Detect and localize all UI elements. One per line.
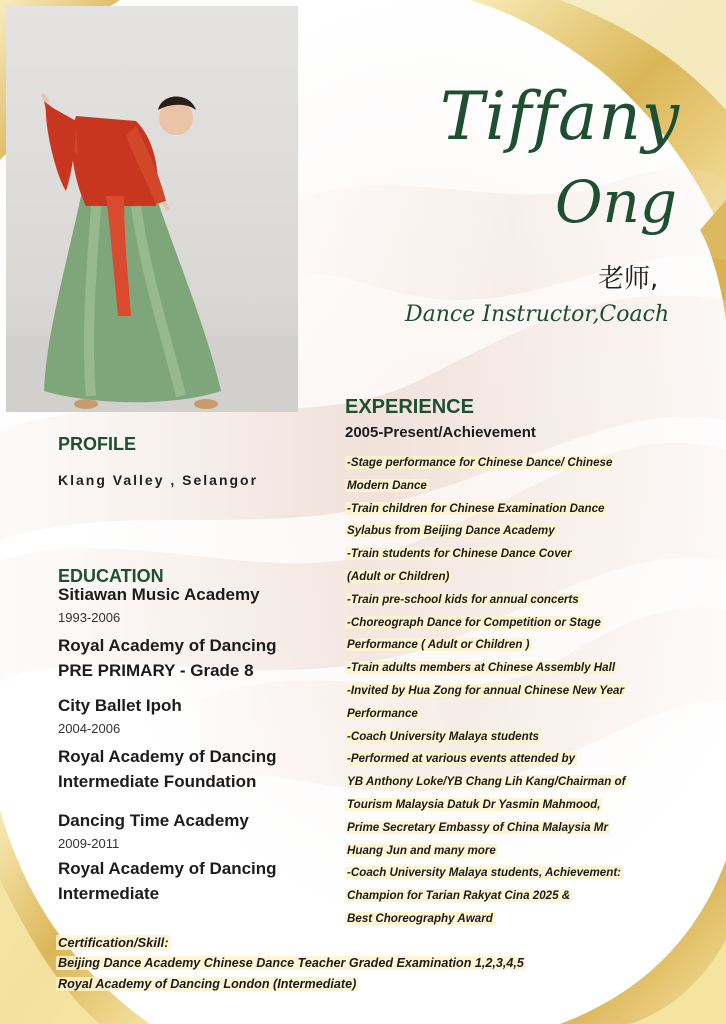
education-level: Intermediate — [58, 884, 160, 903]
certification-line: Royal Academy of Dancing London (Intermediate) — [58, 977, 357, 991]
last-name: Ong — [555, 168, 678, 236]
certification-section — [56, 933, 526, 995]
education-entry — [58, 582, 260, 627]
education-year: 1993-2006 — [58, 610, 121, 625]
experience-period: 2005-Present/Achievement — [345, 424, 536, 441]
experience-line: Performance — [347, 706, 418, 720]
experience-list — [345, 452, 675, 931]
first-name: Tiffany — [440, 78, 681, 155]
experience-line: -Train children for Chinese Examination Dance — [347, 501, 605, 515]
experience-line: Performance ( Adult or Children ) — [347, 638, 530, 652]
certification-heading: Certification/Skill: — [58, 935, 169, 950]
education-year: 2004-2006 — [58, 721, 121, 736]
education-entry — [58, 633, 277, 683]
education-entry — [58, 693, 182, 738]
education-level: PRE PRIMARY - Grade 8 — [58, 661, 254, 680]
experience-line: Modern Dance — [347, 478, 427, 492]
experience-line: Sylabus from Beijing Dance Academy — [347, 524, 555, 538]
experience-line: -Coach University Malaya students, Achievement: — [347, 866, 622, 880]
experience-line: -Train pre-school kids for annual concerts — [347, 592, 579, 606]
role-title: Dance Instructor,Coach — [405, 302, 670, 327]
experience-line: -Train adults members at Chinese Assembly Hall — [347, 661, 616, 675]
experience-line: Huang Jun and many more — [347, 843, 496, 857]
education-school: Sitiawan Music Academy — [58, 585, 260, 604]
profile-heading: PROFILE — [58, 434, 137, 454]
experience-line: -Coach University Malaya students — [347, 729, 539, 743]
education-entry — [58, 808, 249, 853]
experience-line: Prime Secretary Embassy of China Malaysia Mr — [347, 820, 608, 834]
experience-line: -Choreograph Dance for Competition or Stage — [347, 615, 601, 629]
experience-line: -Invited by Hua Zong for annual Chinese New Year — [347, 683, 625, 697]
education-school: Royal Academy of Dancing — [58, 636, 277, 655]
dancer-photo — [6, 6, 298, 412]
experience-heading: EXPERIENCE — [345, 396, 474, 418]
experience-line: YB Anthony Loke/YB Chang Lih Kang/Chairman of — [347, 775, 626, 789]
experience-line: Best Choreography Award — [347, 911, 493, 925]
education-entry — [58, 856, 277, 906]
experience-line: -Stage performance for Chinese Dance/ Chinese — [347, 456, 613, 469]
education-school: City Ballet Ipoh — [58, 696, 182, 715]
experience-line: Tourism Malaysia Datuk Dr Yasmin Mahmood, — [347, 797, 601, 811]
education-school: Royal Academy of Dancing — [58, 747, 277, 766]
experience-line: Champion for Tarian Rakyat Cina 2025 & — [347, 889, 571, 903]
experience-line: (Adult or Children) — [347, 569, 450, 583]
chinese-title: 老师, — [598, 264, 659, 294]
certification-line: Beijing Dance Academy Chinese Dance Teacher Graded Examination 1,2,3,4,5 — [58, 956, 524, 970]
education-level: Intermediate Foundation — [58, 772, 257, 791]
education-entry — [58, 744, 277, 794]
education-heading: EDUCATION — [58, 566, 164, 586]
experience-line: -Train students for Chinese Dance Cover — [347, 547, 572, 561]
education-year: 2009-2011 — [58, 836, 120, 851]
profile-location: Klang Valley , Selangor — [58, 472, 259, 488]
experience-line: -Performed at various events attended by — [347, 752, 576, 766]
education-school: Dancing Time Academy — [58, 811, 249, 830]
education-school: Royal Academy of Dancing — [58, 859, 277, 878]
